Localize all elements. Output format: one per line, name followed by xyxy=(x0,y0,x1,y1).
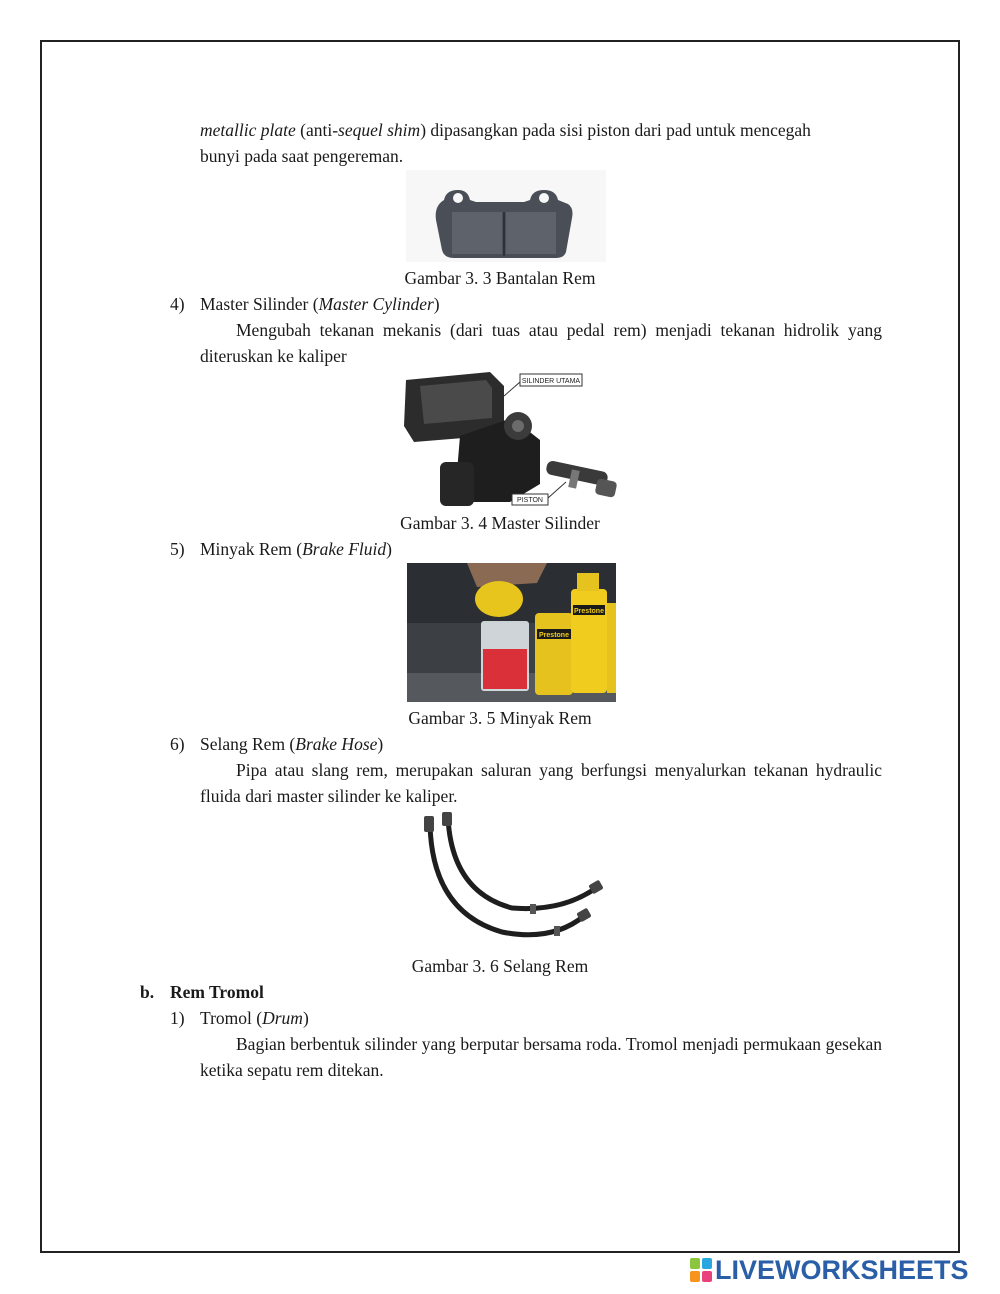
item-4-title-close: ) xyxy=(433,294,440,314)
tromol-item-number: 1) xyxy=(170,1008,185,1028)
figure-3-6-caption: Gambar 3. 6 Selang Rem xyxy=(411,956,589,976)
prestone-brand-2: Prestone xyxy=(574,608,604,615)
figure-3-5-caption: Gambar 3. 5 Minyak Rem xyxy=(408,708,592,728)
item-5-title-close: ) xyxy=(386,539,392,559)
item-5-title-text: Minyak Rem ( xyxy=(200,539,303,559)
item-6-body: Pipa atau slang rem, merupakan saluran yang berfungsi menyalurkan tekanan hydraulic fluida dari master silinder ke kaliper. xyxy=(200,760,882,806)
liveworksheets-logo-icon xyxy=(690,1258,712,1282)
intro-text-1: (anti- xyxy=(295,120,339,140)
intro-text-2: ) dipasangkan pada sisi piston dari pad untuk mencegah xyxy=(420,120,811,140)
master-cylinder-image xyxy=(400,366,622,510)
intro-italic-2: sequel shim xyxy=(338,120,421,140)
label-piston: PISTON xyxy=(517,497,543,504)
item-4-title xyxy=(200,291,440,317)
section-b-label: b. xyxy=(140,982,155,1002)
item-5-number: 5) xyxy=(170,539,185,559)
item-4-body: Mengubah tekanan mekanis (dari tuas atau pedal rem) menjadi tekanan hidrolik yang diteruskan ke kaliper xyxy=(200,320,882,366)
liveworksheets-brand[interactable] xyxy=(690,1254,969,1286)
liveworksheets-wordmark: LIVEWORKSHEETS xyxy=(715,1254,969,1285)
intro-paragraph xyxy=(200,117,882,143)
item-6-number: 6) xyxy=(170,734,185,754)
prestone-brand-1: Prestone xyxy=(539,632,569,639)
item-6-title-italic: Brake Hose xyxy=(295,734,378,754)
tromol-title-italic: Drum xyxy=(262,1008,303,1028)
tromol-item-title xyxy=(200,1005,309,1031)
brake-fluid-image xyxy=(407,563,616,702)
item-4-title-text: Master Silinder ( xyxy=(200,294,319,314)
figure-3-4-caption: Gambar 3. 4 Master Silinder xyxy=(400,513,600,533)
tromol-item-body: Bagian berbentuk silinder yang berputar bersama roda. Tromol menjadi permukaan gesekan ketika sepatu rem ditekan. xyxy=(200,1034,882,1080)
item-5-title xyxy=(200,536,392,562)
tromol-title-text: Tromol ( xyxy=(200,1008,263,1028)
item-4-title-italic: Master Cylinder xyxy=(318,294,434,314)
brake-pad-image xyxy=(406,170,606,262)
section-b-title: Rem Tromol xyxy=(170,982,264,1002)
item-5-title-italic: Brake Fluid xyxy=(302,539,387,559)
item-4-number: 4) xyxy=(170,294,185,314)
label-silinder-utama: SILINDER UTAMA xyxy=(521,378,581,385)
tromol-title-close: ) xyxy=(302,1008,309,1028)
intro-italic-1: metallic plate xyxy=(200,120,296,140)
intro-line-2: bunyi pada saat pengereman. xyxy=(200,146,404,166)
item-6-title-text: Selang Rem ( xyxy=(200,734,296,754)
brake-hose-image xyxy=(412,812,608,952)
figure-3-3-caption: Gambar 3. 3 Bantalan Rem xyxy=(404,268,596,288)
item-6-title-close: ) xyxy=(377,734,384,754)
item-6-title xyxy=(200,731,383,757)
